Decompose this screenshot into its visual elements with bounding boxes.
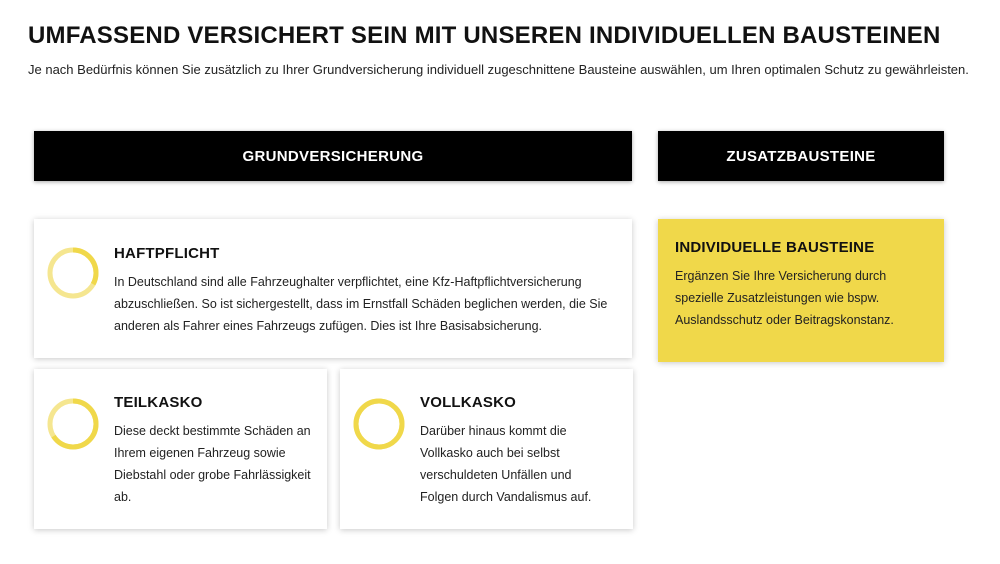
section-header-grundversicherung [34,131,632,181]
card-title: HAFTPFLICHT [114,245,220,262]
card-title: VOLLKASKO [420,394,516,411]
card-text: Ergänzen Sie Ihre Versicherung durch spezielle Zusatzleistungen wie bspw. Auslandsschutz oder Beitragskonstanz. [675,269,894,327]
card-haftpflicht [34,219,632,358]
page-title: UMFASSEND VERSICHERT SEIN MIT UNSEREN INDIVIDUELLEN BAUSTEINEN [28,22,941,49]
card-text: In Deutschland sind alle Fahrzeughalter verpflichtet, eine Kfz-Haftpflichtversicherung abzuschließen. So ist sichergestellt, dass im Ernstfall Schäden beglichen werden, die Sie anderen als Fahrer eines Fahrzeugs zufügen. Dies ist Ihre Basisabsicherung. [114,275,608,333]
ring-progress-icon [46,397,100,451]
ring-progress-icon [46,246,100,300]
card-title: TEILKASKO [114,394,203,411]
section-header-zusatzbausteine [658,131,944,181]
section-header-label: ZUSATZBAUSTEINE [726,147,876,165]
card-teilkasko [34,369,327,529]
card-text: Darüber hinaus kommt die Vollkasko auch bei selbst verschuldeten Unfällen und Folgen durch Vandalismus auf. [420,424,592,504]
card-title: INDIVIDUELLE BAUSTEINE [675,239,875,256]
page-subtitle: Je nach Bedürfnis können Sie zusätzlich zu Ihrer Grundversicherung individuell zugeschnittene Bausteine auswählen, um Ihren optimalen Schutz zu gewährleisten. [28,62,969,77]
card-individuelle-bausteine [658,219,944,362]
card-vollkasko [340,369,633,529]
ring-progress-icon [352,397,406,451]
section-header-label: GRUNDVERSICHERUNG [242,147,424,165]
card-text: Diese deckt bestimmte Schäden an Ihrem eigenen Fahrzeug sowie Diebstahl oder grobe Fahrlässigkeit ab. [114,424,311,504]
